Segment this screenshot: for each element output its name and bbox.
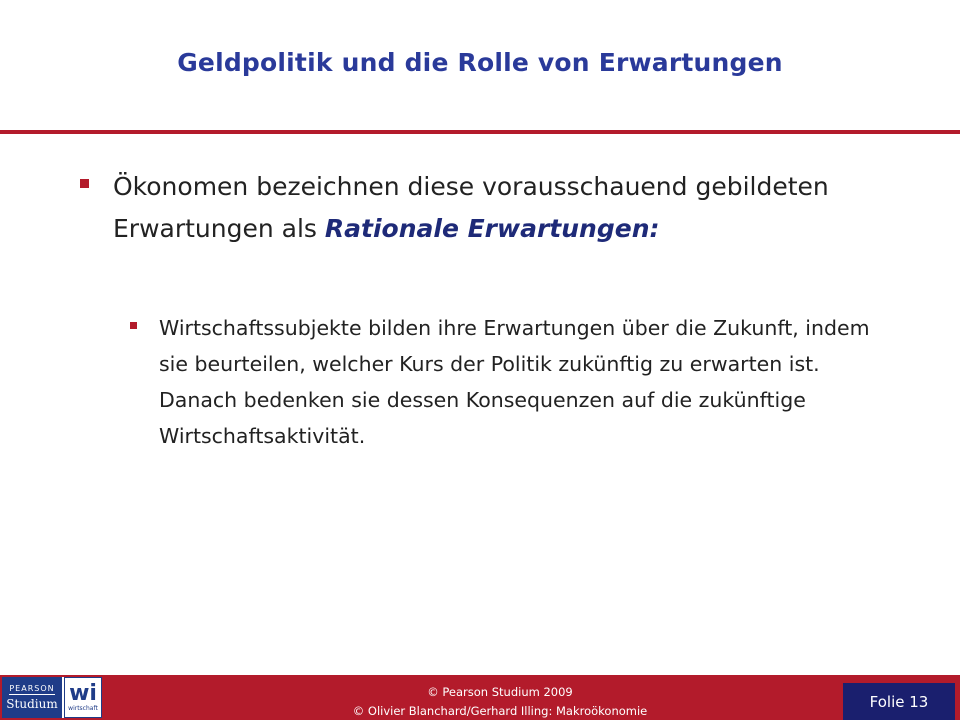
copyright-line-2: © Olivier Blanchard/Gerhard Illing: Makroökonomie [352,704,648,718]
main-bullet-emphasis: Rationale Erwartungen: [324,214,660,243]
slide-title: Geldpolitik und die Rolle von Erwartungen [177,48,783,77]
main-bullet [80,166,900,250]
square-bullet-icon [80,179,89,188]
title-divider [0,130,960,134]
sub-bullet [130,310,890,454]
wi-logo [64,677,102,718]
publisher-logo [2,677,102,718]
square-sub-bullet-icon [130,322,137,329]
pearson-logo [2,677,62,718]
main-bullet-text-plain: Ökonomen bezeichnen diese vorausschauend gebildeten Erwartungen als [113,172,829,243]
wi-logo-sub: wirtschaft [68,705,98,712]
slide-number: Folie 13 [843,683,955,720]
main-bullet-text [113,166,900,250]
copyright-notice [280,683,720,721]
pearson-logo-top: PEARSON [9,684,55,693]
pearson-logo-bottom: Studium [6,697,58,711]
wi-logo-mark: wi [69,681,97,706]
copyright-line-1: © Pearson Studium 2009 [427,685,573,699]
sub-bullet-text: Wirtschaftssubjekte bilden ihre Erwartungen über die Zukunft, indem sie beurteilen, welcher Kurs der Politik zukünftig zu erwarten ist. Danach bedenken sie dessen Konsequenzen auf die zukünftige Wirtschaftsaktivität. [159,316,870,448]
